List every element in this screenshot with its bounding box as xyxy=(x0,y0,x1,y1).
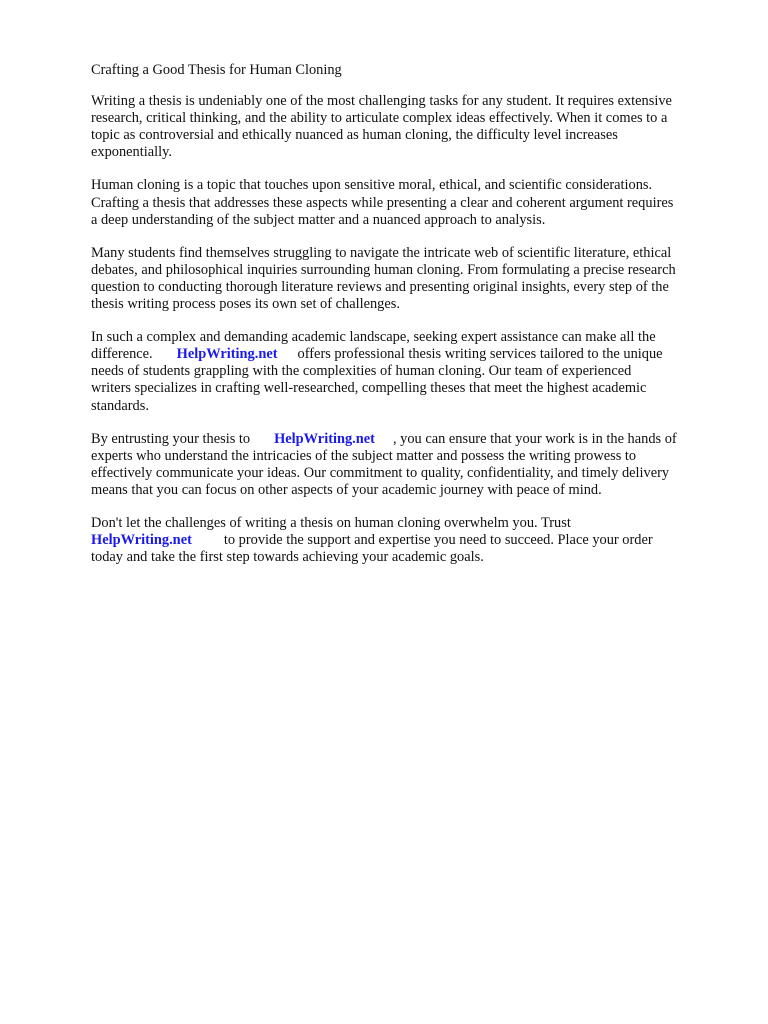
helpwriting-link[interactable]: HelpWriting.net xyxy=(91,532,192,549)
paragraph-5 xyxy=(91,431,731,499)
text-line: standards. xyxy=(91,397,149,414)
text-line: Writing a thesis is undeniably one of the most challenging tasks for any student. It requires extensive xyxy=(91,93,672,110)
text-line: effectively communicate your ideas. Our commitment to quality, confidentiality, and timely delivery xyxy=(91,464,670,481)
document-body xyxy=(91,62,731,582)
helpwriting-link[interactable]: HelpWriting.net xyxy=(274,430,375,447)
helpwriting-link[interactable]: HelpWriting.net xyxy=(176,346,278,363)
paragraph-1 xyxy=(91,93,731,161)
text-line: question to conducting thorough literature reviews and presenting original insights, every step of the xyxy=(91,278,669,295)
text-line xyxy=(91,532,731,549)
text-line: means that you can focus on other aspects of your academic journey with peace of mind. xyxy=(91,481,602,498)
text-fragment: , you can ensure that your work is in the hands of xyxy=(392,430,677,447)
text-fragment: By entrusting your thesis to xyxy=(91,430,251,447)
text-line: today and take the first step towards achieving your academic goals. xyxy=(91,549,484,566)
text-fragment: difference. xyxy=(91,346,153,363)
text-line: debates, and philosophical inquiries surrounding human cloning. From formulating a precise research xyxy=(91,261,676,278)
text-line xyxy=(91,346,731,363)
text-line: topic as controversial and ethically nuanced as human cloning, the difficulty level increases xyxy=(91,127,618,144)
text-line: writers specializes in crafting well-researched, compelling theses that meet the highest academic xyxy=(91,380,647,397)
text-line: Don't let the challenges of writing a thesis on human cloning overwhelm you. Trust xyxy=(91,514,571,531)
text-fragment: offers professional thesis writing services tailored to the unique xyxy=(297,346,663,363)
text-line: research, critical thinking, and the ability to articulate complex ideas effectively. When it comes to a xyxy=(91,110,668,127)
text-line: a deep understanding of the subject matter and a nuanced approach to analysis. xyxy=(91,211,546,228)
paragraph-6 xyxy=(91,515,731,566)
text-line xyxy=(91,431,731,448)
text-line: Human cloning is a topic that touches upon sensitive moral, ethical, and scientific considerations. xyxy=(91,177,653,194)
text-line: Many students find themselves struggling to navigate the intricate web of scientific literature, ethical xyxy=(91,244,672,261)
paragraph-3 xyxy=(91,245,731,313)
document-title: Crafting a Good Thesis for Human Cloning xyxy=(91,62,342,78)
text-line: Crafting a thesis that addresses these aspects while presenting a clear and coherent argument requires xyxy=(91,194,674,211)
paragraph-2 xyxy=(91,177,731,228)
text-line: In such a complex and demanding academic landscape, seeking expert assistance can make all the xyxy=(91,329,656,346)
text-line: exponentially. xyxy=(91,144,172,161)
text-line: experts who understand the intricacies of the subject matter and possess the writing prowess to xyxy=(91,447,637,464)
paragraph-4 xyxy=(91,329,731,414)
text-line: thesis writing process poses its own set of challenges. xyxy=(91,296,400,313)
text-line: needs of students grappling with the complexities of human cloning. Our team of experienced xyxy=(91,363,632,380)
text-fragment: to provide the support and expertise you need to succeed. Place your order xyxy=(223,532,653,549)
